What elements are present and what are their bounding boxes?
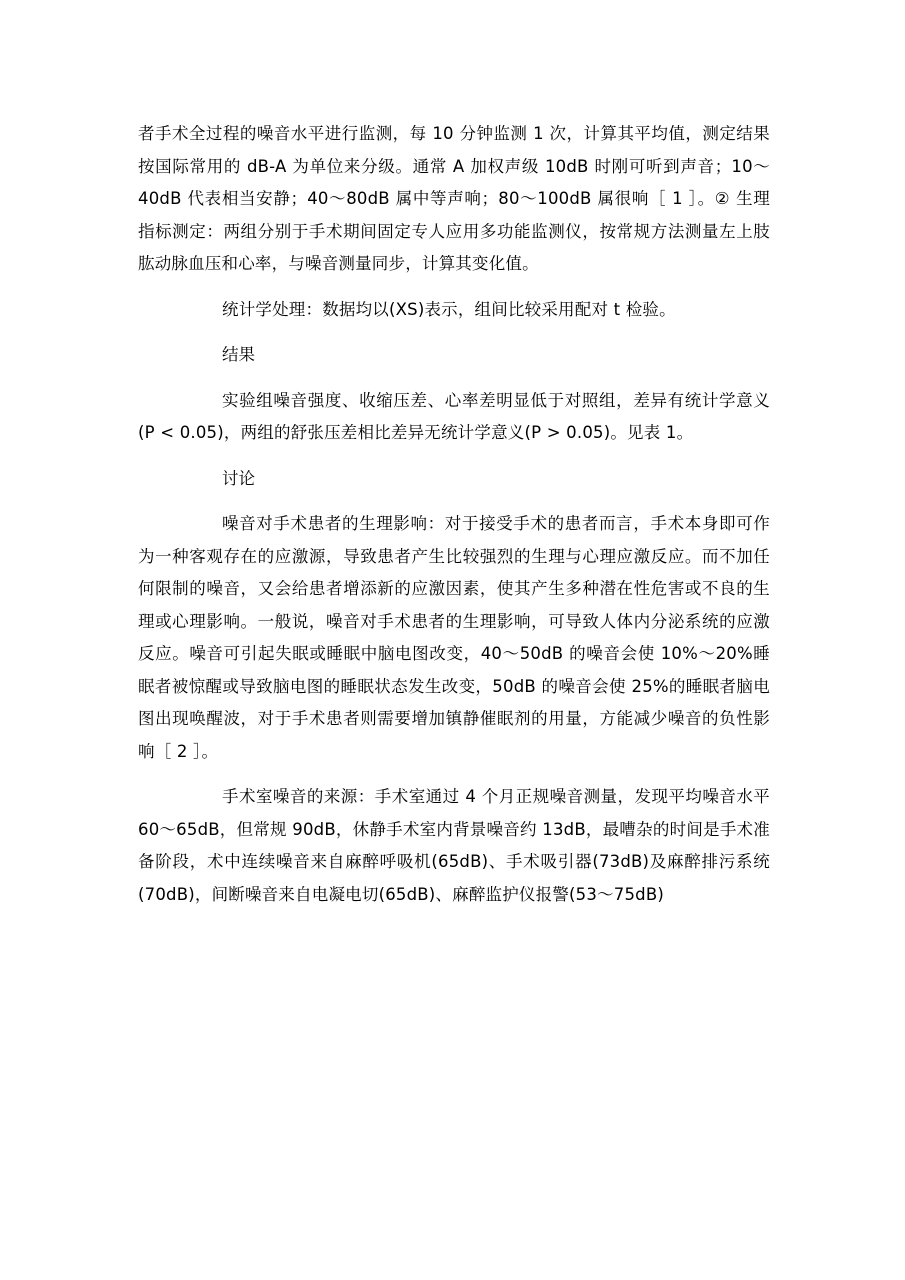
section-heading-discussion: 讨论: [222, 468, 255, 488]
paragraph-results: 实验组噪音强度、收缩压差、心率差明显低于对照组，差异有统计学意义(P < 0.05)，两组的舒张压差相比差异无统计学意义(P > 0.05)。见表 1。: [138, 390, 770, 442]
section-heading-results: 结果: [222, 345, 255, 364]
paragraph-noise-sources: 手术室噪音的来源：手术室通过 4 个月正规噪音测量，发现平均噪音水平 60～65dB，但常规 90dB，休静手术室内背景噪音约 13dB，最嘈杂的时间是手术准备阶段，术中连续噪音来自麻醉呼吸机(65dB)、手术吸引器(73dB)及麻醉排污系统(70dB)，间断噪音来自电凝电切(65dB)、麻醉监护仪报警(53～75dB): [138, 787, 770, 904]
paragraph-statistics: 统计学处理：数据均以(XS)表示，组间比较采用配对 t 检验。: [222, 299, 676, 319]
paragraph-noise-measurement: 者手术全过程的噪音水平进行监测，每 10 分钟监测 1 次，计算其平均值，测定结果按国际常用的 dB-A 为单位来分级。通常 A 加权声级 10dB 时刚可听到声音；10～40dB 代表相当安静；40～80dB 属中等声响；80～100dB 属很响［ 1 ］。② 生理指标测定：两组分别于手术期间固定专人应用多功能监测仪，按常规方法测量左上肢肱动脉血压和心率，与噪音测量同步，计算其变化值。: [138, 124, 770, 273]
paragraph-physiological-effects: 噪音对手术患者的生理影响：对于接受手术的患者而言，手术本身即可作为一种客观存在的应激源，导致患者产生比较强烈的生理与心理应激反应。而不加任何限制的噪音，又会给患者增添新的应激因素，使其产生多种潜在性危害或不良的生理或心理影响。一般说，噪音对手术患者的生理影响，可导致人体内分泌系统的应激反应。噪音可引起失眠或睡眠中脑电图改变，40～50dB 的噪音会使 10%～20%睡眠者被惊醒或导致脑电图的睡眠状态发生改变，50dB 的噪音会使 25%的睡眠者脑电图出现唤醒波，对于手术患者则需要增加镇静催眠剂的用量，方能减少噪音的负性影响［ 2 ］。: [138, 514, 770, 761]
document-page: [138, 118, 770, 911]
